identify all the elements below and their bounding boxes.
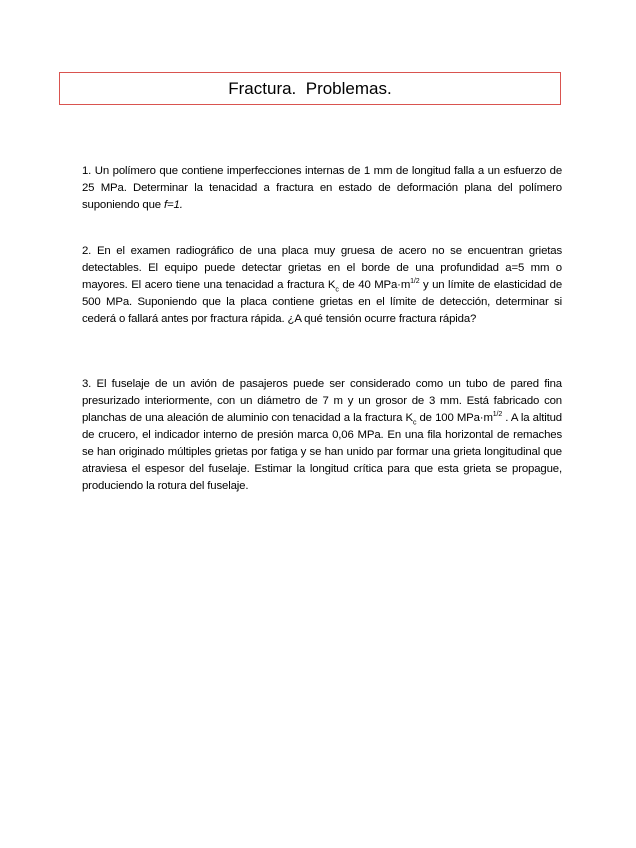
problem-2-text-c: y un límite de elasticidad de 500 MPa. Suponiendo que la placa contiene grietas en el límite de detección, determinar si cederá o fallará antes por fractura rápida. ¿A qué tensión ocurre fractura rápida? [82,279,562,325]
problem-2-text-a: En el examen radiográfico de una placa muy gruesa de acero no se encuentran grietas detectables. El equipo puede detectar grietas en el borde de una profundidad a=5 mm o mayores. El acero tiene una tenacidad a fractura K [82,245,562,291]
problem-3-superscript: 1/2 [492,411,503,419]
problem-1-number: 1. [82,165,92,177]
problem-1-text: Un polímero que contiene imperfecciones internas de 1 mm de longitud falla a un esfuerzo de 25 MPa. Determinar la tenacidad a fractura en estado de deformación plana del polímero suponiendo que [82,165,562,211]
problem-3-text-c: . A la altitud de crucero, el indicador interno de presión marca 0,06 MPa. En una fila horizontal de remaches se han originado múltiples grietas por fatiga y se han unido par formar una grieta longitudinal que atraviesa el espesor del fuselaje. Estimar la longitud crítica para que esta grieta se propague, produciendo la rotura del fuselaje. [82,412,562,492]
problem-3-subscript: c [412,419,417,427]
problem-2 [82,243,562,328]
page-title: Fractura. Problemas. [228,78,392,98]
problem-1 [82,163,562,214]
problem-2-superscript: 1/2 [410,278,420,286]
problem-3 [82,376,562,495]
problem-2-subscript: c [335,286,339,294]
title-box [59,72,561,105]
problem-3-text-a: El fuselaje de un avión de pasajeros puede ser considerado como un tubo de pared fina presurizado interiormente, con un diámetro de 7 m y un grosor de 3 mm. Está fabricado con planchas de una aleación de aluminio con tenacidad a la fractura K [82,378,562,424]
problem-3-text-b: de 100 MPa·m [416,412,493,424]
problem-1-italic: f=1. [164,199,183,211]
problem-3-number: 3. [82,378,92,390]
problem-2-number: 2. [82,245,92,257]
problem-2-text-b: de 40 MPa·m [338,279,411,291]
